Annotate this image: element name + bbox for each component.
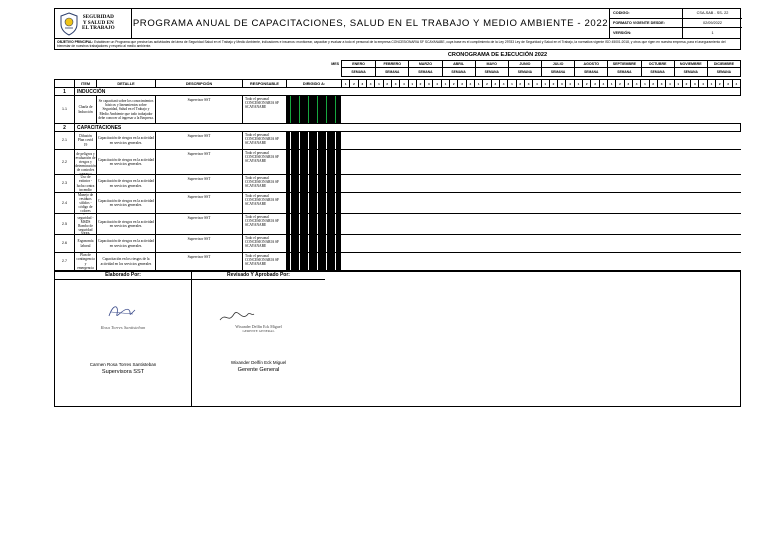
meta-code (610, 9, 742, 19)
month-1: ENERO (352, 62, 365, 66)
table-row (54, 193, 741, 214)
header (54, 8, 741, 39)
logo-text (82, 15, 115, 31)
row-dirigido: Todo el personal CONCESIONARIA SF SCAYANABE (242, 150, 286, 174)
signature-left-role: Supervisora SST (101, 369, 145, 375)
row-item: 2.6 (54, 235, 74, 252)
row-dirigido: Todo el personal CONCESIONARIA SF SCAYANABE (242, 132, 286, 149)
signature-left-name: Carmen Rosa Torres Santisteban (89, 362, 157, 367)
week-label-8: SEMANA (574, 68, 607, 76)
week-label-12: SEMANA (707, 68, 740, 76)
table-row (54, 214, 741, 235)
row-descripcion: Capacitación de riesgos en la actividad en servicios generales. (96, 175, 155, 192)
row-descripcion: Se capacitará sobre los conocimientos básicos y lineamientos sobre Seguridad, Salud en el Trabajo y Medio Ambiente que todo trabajador debe conocer al ingresar a la Empresa. (96, 96, 155, 123)
week-number: 4 (499, 80, 507, 87)
section-label: INDUCCIÓN (74, 88, 341, 95)
month-11: NOVIEMBRE (674, 61, 707, 67)
row-responsable: Supervisor SST (155, 235, 242, 252)
row-detalle: Plan de contingencia y emergencia (74, 253, 96, 270)
row-item: 2.2 (54, 150, 74, 174)
week-number: 3 (657, 80, 665, 87)
week-header-row (54, 68, 741, 77)
week-number: 4 (532, 80, 540, 87)
col-responsable: RESPONSABLE (242, 80, 286, 87)
row-schedule (286, 235, 341, 252)
row-responsable: Supervisor SST (155, 193, 242, 213)
row-dirigido: Todo el personal CONCESIONARIA SF SCAYANABE (242, 175, 286, 192)
row-descripcion: Capacitación de riesgos en la actividad en servicios generales. (96, 193, 155, 213)
week-number: 3 (557, 80, 565, 87)
week-number: 3 (457, 80, 465, 87)
week-number: 3 (690, 80, 698, 87)
meta-code-label: CODIGO: (613, 11, 630, 16)
logo (55, 9, 132, 38)
row-detalle: Manejo de residuos sólidos - código de colores (74, 193, 96, 213)
signature-left-script: Rosa Torres Santisteban (100, 325, 146, 330)
logo-line-1: SEGURIDAD (82, 14, 114, 21)
month-2: FEBRERO (375, 61, 408, 67)
month-3: MARZO (408, 61, 441, 67)
row-detalle: Uso de extintor - lucha contra incendio (74, 175, 96, 192)
row-detalle: Ergonomía laboral (74, 235, 96, 252)
schedule-cell (339, 214, 340, 234)
meta-version (610, 28, 742, 38)
row-descripcion: Capacitación en los riesgos de la actividad en los servicios generales (96, 253, 155, 270)
week-label-4: SEMANA (442, 68, 475, 76)
week-number: 3 (491, 80, 499, 87)
col-item: ITEM (74, 80, 96, 87)
week-label-9: SEMANA (607, 68, 640, 76)
row-schedule (286, 132, 341, 149)
row-dirigido: Todo el personal CONCESIONARIA SF SCAYANABE (242, 193, 286, 213)
table-row (54, 235, 741, 253)
week-number: 4 (565, 80, 573, 87)
row-dirigido: Todo el personal CONCESIONARIA SF SCAYANABE (242, 235, 286, 252)
signature-left (55, 272, 191, 406)
signature-right (191, 272, 325, 406)
meta-valid-value: 02/09/2022 (682, 19, 742, 28)
signature-right-name: Wixander Delfín Eck Miguel (230, 360, 287, 365)
signature-left-mark (105, 302, 141, 322)
week-number: 2 (615, 80, 623, 87)
week-label-2: SEMANA (375, 68, 408, 76)
week-number: 1 (574, 80, 582, 87)
revisado-header: Revisado Y Aprobado Por: (192, 272, 325, 280)
row-dirigido: Todo el personal CONCESIONARIA SF SCAYANABE (242, 96, 286, 123)
signature-right-stamp-name: Wixander Delfín Eck Miguel (235, 324, 282, 329)
column-header (54, 79, 741, 88)
mes-label: MES (331, 62, 339, 66)
document-meta (610, 9, 742, 38)
signature-right-role: Gerente General (237, 367, 280, 373)
week-number: 2 (715, 80, 723, 87)
logo-line-3: EL TRABAJO (82, 25, 115, 32)
row-schedule (286, 175, 341, 192)
week-number: 2 (349, 80, 357, 87)
week-number-cells (341, 80, 741, 87)
week-number: 4 (698, 80, 706, 87)
week-number: 4 (399, 80, 407, 87)
table-row (54, 175, 741, 193)
row-responsable: Supervisor SST (155, 132, 242, 149)
table-row (54, 96, 741, 124)
week-number: 1 (341, 80, 349, 87)
month-8: AGOSTO (574, 61, 607, 67)
week-number: 3 (723, 80, 731, 87)
week-number: 3 (624, 80, 632, 87)
week-label-5: SEMANA (475, 68, 508, 76)
row-schedule (286, 150, 341, 174)
week-number: 4 (432, 80, 440, 87)
week-number: 1 (507, 80, 515, 87)
month-6: JUNIO (508, 61, 541, 67)
week-label-3: SEMANA (408, 68, 441, 76)
row-dirigido: Todo el personal CONCESIONARIA SF SCAYANABE (242, 253, 286, 270)
week-label-6: SEMANA (508, 68, 541, 76)
row-responsable: Supervisor SST (155, 214, 242, 234)
week-number: 1 (707, 80, 715, 87)
week-number: 2 (482, 80, 490, 87)
week-number: 2 (516, 80, 524, 87)
week-number: 2 (549, 80, 557, 87)
week-number: 1 (640, 80, 648, 87)
section-header (54, 124, 741, 132)
row-schedule (286, 214, 341, 234)
row-descripcion: Capacitación de riesgos en la actividad en servicios generales. (96, 235, 155, 252)
row-item: 2.1 (54, 132, 74, 149)
week-number: 3 (424, 80, 432, 87)
col-descripcion: DESCRIPCIÓN (155, 80, 242, 87)
col-dirigido: DIRIGIDO A: (286, 80, 341, 87)
months (341, 60, 741, 68)
schedule-cell (339, 235, 340, 252)
weeks (341, 68, 741, 77)
month-10: OCTUBRE (641, 61, 674, 67)
week-number: 1 (541, 80, 549, 87)
row-schedule (286, 253, 341, 270)
week-number: 3 (391, 80, 399, 87)
row-schedule (286, 96, 341, 123)
section-header (54, 88, 741, 96)
section-cells (341, 88, 741, 95)
row-detalle: Difusión Plan covid 19 (74, 132, 96, 149)
week-number: 1 (408, 80, 416, 87)
schedule-cell (339, 253, 340, 270)
week-number: 4 (466, 80, 474, 87)
row-descripcion: Capacitación de riesgos en la actividad en servicios generales. (96, 150, 155, 174)
row-descripcion: Capacitación de riesgos en la actividad en servicios generales. (96, 214, 155, 234)
signature-right-stamp-role: GERENTE GENERAL (242, 329, 275, 333)
logo-line-2: Y SALUD EN (82, 19, 114, 26)
week-number: 4 (732, 80, 740, 87)
month-5: MAYO (475, 61, 508, 67)
week-number: 2 (582, 80, 590, 87)
meta-valid-label: FORMATO VIGENTE DESDE: (613, 20, 665, 25)
month-7: JULIO (541, 61, 574, 67)
week-number: 1 (474, 80, 482, 87)
week-number: 3 (524, 80, 532, 87)
row-item: 1.1 (54, 96, 74, 123)
row-detalle: seguridad - MSDS Rombo de seguridad (74, 214, 96, 234)
schedule-cell (339, 175, 340, 192)
row-responsable: Supervisor SST (155, 150, 242, 174)
meta-valid-since (610, 19, 742, 29)
row-descripcion: Capacitación de riesgos en la actividad en servicios generales. (96, 132, 155, 149)
col-detalle: DETALLE (96, 80, 155, 87)
shield-logo-icon (59, 12, 79, 36)
row-detalle: Charla de Inducción (74, 96, 96, 123)
row-responsable: Supervisor SST (155, 175, 242, 192)
table-row (54, 253, 741, 271)
row-dirigido: Todo el personal CONCESIONARIA SF SCAYANABE (242, 214, 286, 234)
objective-text: Establecer un Programa que precise las actividades del área de Seguridad Salud en el Trabajo y Medio Ambiente, indicadores e insumos: monitorear, capacitar y evaluar a todo el personal de la empresa CONCESIONARIA SF SCAYANABE, cuya base es el cumplimiento de la Ley 29783 Ley de Seguridad y Salud en el Trabajo, la normativa vigente ISO 45001:2018, y otros que rigen en nuestra empresa, para el aseguramiento del bienestar de nuestros trabajadores y respeto al medio ambiente. (57, 40, 726, 49)
week-number: 2 (449, 80, 457, 87)
section-number: 1 (54, 88, 74, 95)
week-number: 3 (358, 80, 366, 87)
table-row (54, 150, 741, 175)
section-label: CAPACITACIONES (74, 124, 341, 131)
table-row (54, 132, 741, 150)
meta-version-label: VERSIÓN: (613, 31, 632, 36)
month-9: SEPTIEMBRE (607, 61, 640, 67)
row-responsable: Supervisor SST (155, 96, 242, 123)
row-schedule (286, 193, 341, 213)
row-item: 2.5 (54, 214, 74, 234)
week-number: 4 (599, 80, 607, 87)
week-number: 3 (590, 80, 598, 87)
week-number: 1 (607, 80, 615, 87)
row-detalle: de peligros y evaluación de riesgos y determinación de controles (75, 151, 96, 173)
month-12: DICIEMBRE (707, 61, 740, 67)
month-header-row (54, 60, 741, 68)
schedule-cell (339, 96, 340, 123)
week-label-10: SEMANA (641, 68, 674, 76)
document-sheet (54, 8, 741, 407)
week-number: 4 (632, 80, 640, 87)
week-number: 1 (441, 80, 449, 87)
cronograma-title: CRONOGRAMA DE EJECUCIÓN 2022 (447, 52, 548, 58)
week-label-11: SEMANA (674, 68, 707, 76)
month-4: ABRIL (442, 61, 475, 67)
week-number: 1 (374, 80, 382, 87)
row-item: 2.7 (54, 253, 74, 270)
signature-block (54, 271, 741, 407)
week-number: 4 (366, 80, 374, 87)
week-number: 2 (416, 80, 424, 87)
section-cells (341, 124, 741, 131)
schedule-cell (339, 193, 340, 213)
meta-code-value: CSA-SAB - SS- 22 (682, 9, 742, 18)
week-number: 4 (665, 80, 673, 87)
objective-label: OBJETIVO PRINCIPAL: (57, 40, 94, 44)
document-title: PROGRAMA ANUAL DE CAPACITACIONES, SALUD EN EL TRABAJO Y MEDIO AMBIENTE - 2022 (132, 9, 610, 38)
row-item: 2.3 (54, 175, 74, 192)
elaborado-header: Elaborado Por: (55, 272, 191, 280)
week-number: 2 (383, 80, 391, 87)
table-body (54, 88, 741, 271)
objective (54, 39, 741, 50)
week-label-7: SEMANA (541, 68, 574, 76)
week-number: 2 (649, 80, 657, 87)
col-blank (54, 80, 74, 87)
week-number: 2 (682, 80, 690, 87)
schedule-cell (339, 132, 340, 149)
meta-version-value: 1 (682, 28, 742, 38)
schedule-cell (339, 150, 340, 174)
section-number: 2 (54, 124, 74, 131)
week-label-1: SEMANA (351, 70, 366, 74)
week-number: 1 (674, 80, 682, 87)
row-item: 2.4 (54, 193, 74, 213)
row-responsable: Supervisor SST (155, 253, 242, 270)
